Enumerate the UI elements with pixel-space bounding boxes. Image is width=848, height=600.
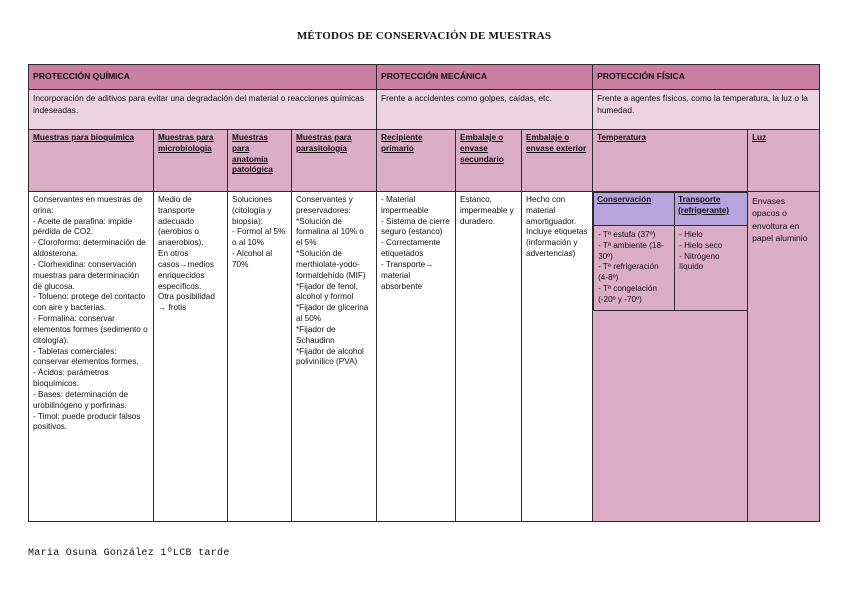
transporte-header: Transporte (refrigerante) (675, 193, 749, 226)
section-desc-fisica: Frente a agentes físicos, como la temperatura, la luz o la humedad. (593, 90, 820, 130)
list-item: Estanco, impermeable y duradero. (460, 195, 514, 226)
cell-primario (377, 192, 456, 522)
list-item: - Tª refrigeración (4-8º) (598, 262, 659, 283)
subheader-temperatura: Temperatura (593, 130, 748, 192)
subheader-bioquimica: Muestras para bioquímica (29, 130, 154, 192)
list-item: - Transporte→ material absorbente (381, 259, 434, 291)
list-item: - Hielo seco (679, 240, 723, 250)
list-item: - Tabletas comerciales: conservar elementos formes. (33, 346, 139, 367)
conservation-table (28, 64, 820, 522)
page-title: MÉTODOS DE CONSERVACIÓN DE MUESTRAS (296, 30, 552, 42)
list-item: Otra posibilidad → frotis (158, 292, 215, 313)
subheader-anatomia: Muestras para anatomía patológica (228, 130, 292, 192)
luz-text: Envases opacos o envoltura en papel aluminio (752, 196, 808, 244)
list-item: - Cloroformo: determinación de aldosterona. (33, 238, 146, 259)
conservacion-header: Conservación (594, 193, 675, 226)
transporte-list (675, 226, 749, 311)
list-item: - Formol al 5% o al 10% (232, 227, 286, 248)
list-item: - Material impermeable (381, 195, 429, 215)
list-item: - Tª ambiente (18-30º) (598, 240, 664, 261)
list-item: - Tª congelación (-20º y -70º) (598, 284, 657, 304)
section-header-fisica: PROTECCIÓN FÍSICA (593, 65, 820, 90)
list-item: Medio de transporte adecuado (aerobios o anaerobios). (158, 195, 204, 248)
subheader-microbiologia: Muestras para microbiología (154, 130, 228, 192)
list-item: Incluye etiquetas (información y advertencias) (526, 227, 588, 259)
list-item: - Clorhexidina: conservación muestras para determinación de glucosa. (33, 259, 140, 291)
list-item: - Formalina: conservar elementos formes (sedimento o citología). (33, 314, 148, 345)
cell-luz (748, 192, 820, 522)
conservacion-list (594, 226, 675, 311)
subheader-luz: Luz (748, 130, 820, 192)
list-item: - Timol: puede producir falsos positivos. (33, 411, 141, 432)
cell-secundario (456, 192, 522, 522)
cell-parasitologia (292, 192, 377, 522)
list-item: Soluciones (citología y biopsia): (232, 195, 273, 226)
list-item: *Solución de merthiolate-yodo-formaldehído (MIF) (296, 249, 366, 280)
list-item: - Tª estufa (37º) (598, 230, 656, 239)
list-item: Conservantes en muestras de orina: (33, 195, 143, 215)
section-header-quimica: PROTECCIÓN QUÍMICA (29, 65, 377, 90)
cell-microbiologia (154, 192, 228, 522)
list-item: - Alcohol al 70% (232, 249, 273, 269)
list-item: - Bases: determinación de urobilinógeno y porfirinas. (33, 389, 129, 410)
list-item: En otros casos→medios enriquecidos específicos. (158, 249, 214, 291)
section-desc-mecanica: Frente a accidentes como golpes, caídas, etc. (377, 90, 593, 130)
list-item: - Ácidos: parámetros bioquímicos. (33, 368, 109, 389)
subheader-primario: Recipiente primario (377, 130, 456, 192)
section-desc-quimica: Incorporación de aditivos para evitar una degradación del material o reacciones químicas indeseadas. (29, 90, 377, 130)
list-item: - Sistema de cierre seguro (estanco) (381, 216, 450, 237)
cell-temperatura (593, 192, 748, 522)
list-item: *Fijador de fenol, alcohol y formol (296, 281, 358, 302)
list-item: Conservantes y preservadores: (296, 195, 353, 215)
list-item: *Fijador de Schaudinn (296, 324, 336, 345)
list-item: - Hielo (679, 230, 703, 239)
cell-bioquimica (29, 192, 154, 522)
cell-exterior (522, 192, 593, 522)
temperature-subtable (593, 192, 749, 311)
cell-anatomia (228, 192, 292, 522)
list-item: - Tolueno: protege del contacto con aire y bacterias. (33, 292, 146, 313)
list-item: *Solución de formalina al 10% o el 5% (296, 216, 364, 248)
author-footer: Maria Osuna González 1ºLCB tarde (28, 548, 230, 559)
list-item: Hecho con material amortiguador. (526, 195, 577, 226)
list-item: *Fijador de glicerina al 50% (296, 303, 369, 324)
list-item: - Correctamente etiquetados (381, 238, 441, 259)
subheader-parasitologia: Muestras para parasitología (292, 130, 377, 192)
subheader-secundario: Embalaje o envase secundario (456, 130, 522, 192)
section-header-mecanica: PROTECCIÓN MECÁNICA (377, 65, 593, 90)
list-item: *Fijador de alcohol polivinílico (PVA) (296, 346, 364, 367)
subheader-exterior: Embalaje o envase exterior (522, 130, 593, 192)
list-item: - Nitrógeno líquido (679, 251, 720, 272)
list-item: - Aceite de parafina: impide pérdida de CO2. (33, 216, 133, 237)
